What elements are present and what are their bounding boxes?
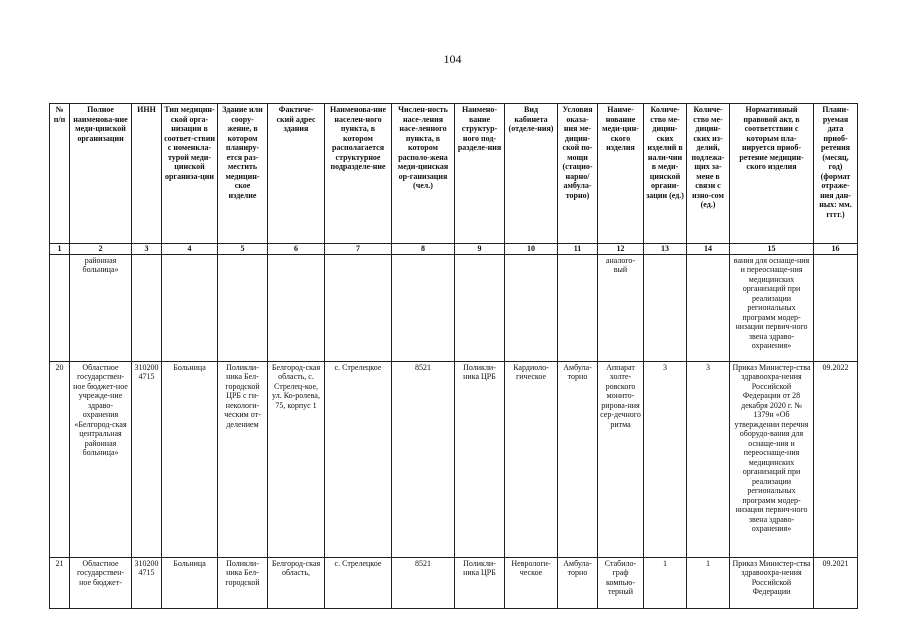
col-number: 4 <box>162 244 218 255</box>
table-cell: 09.2022 <box>814 361 858 557</box>
col-header-org-type: Тип медицин-ской орга-низации в соответ-ствии с номенкла-турой меди-цинской организа-ции <box>162 104 218 244</box>
col-number: 11 <box>558 244 598 255</box>
table-cell <box>268 254 325 361</box>
col-number: 5 <box>218 244 268 255</box>
table-cell: 8521 <box>392 557 455 608</box>
col-header-settlement: Наименова-ние населен-ного пункта, в котором располагается структурное подразделе-ние <box>325 104 392 244</box>
table-cell: Амбула-торно <box>558 557 598 608</box>
col-header-building: Здание или соору-жение, в котором планиру-ется раз-местить медицин-ское изделие <box>218 104 268 244</box>
col-number: 10 <box>505 244 558 255</box>
table-cell: Белгород-ская область, <box>268 557 325 608</box>
table-cell: 09.2021 <box>814 557 858 608</box>
table-cell <box>325 254 392 361</box>
col-header-population: Числен-ность насе-ления насе-ленного пункта, в котором располо-жена меди-цинская ор-ганизация (чел.) <box>392 104 455 244</box>
table-cell <box>218 254 268 361</box>
table-cell: районная больница» <box>70 254 132 361</box>
table-cell: Аппарат холте-ровского монито-рирова-ния сер-дечного ритма <box>598 361 644 557</box>
col-number: 7 <box>325 244 392 255</box>
table-cell: Приказ Министер-ства здравоохра-нения Российской Федерации от 28 декабря 2020 г. № 1379н «Об утверждении перечня оборудо-вания для оснаще-ния и переоснаще-ния медицинских организаций при реализации региональных программ модер-низации первич-ного звена здраво-охранения» <box>730 361 814 557</box>
table-cell <box>687 254 730 361</box>
table-cell: Амбула-торно <box>558 361 598 557</box>
page-number: 104 <box>443 52 462 66</box>
col-header-device-name: Наиме-нование меди-цин-ского изделия <box>598 104 644 244</box>
table-cell: Больница <box>162 361 218 557</box>
table-cell <box>505 254 558 361</box>
table-cell: Поликли-ника Бел-городской ЦРБ с ги-некологи-ческим от-делением <box>218 361 268 557</box>
col-number: 16 <box>814 244 858 255</box>
col-header-purchase-date: Плани-руемая дата приоб-ретения (месяц, год) (формат отраже-ния дан-ных: мм. гггг.) <box>814 104 858 244</box>
table-cell: 3 <box>644 361 687 557</box>
equipment-table <box>49 103 858 609</box>
col-header-org-name: Полное наименова-ние меди-цинской организации <box>70 104 132 244</box>
col-header-inn: ИНН <box>132 104 162 244</box>
col-header-legal-act: Нормативный правовой акт, в соответствии с которым пла-нируется приоб-ретение медицин-ского изделия <box>730 104 814 244</box>
table-cell <box>455 254 505 361</box>
col-header-qty-available: Количе-ство ме-дицин-ских изделий в нали-чии в меди-цинской органи-зации (ед.) <box>644 104 687 244</box>
col-header-department: Вид кабинета (отделе-ния) <box>505 104 558 244</box>
col-number: 2 <box>70 244 132 255</box>
table-cell: с. Стрелецкое <box>325 557 392 608</box>
table-cell: 3 <box>687 361 730 557</box>
table-cell <box>50 254 70 361</box>
table-cell <box>558 254 598 361</box>
table-cell: Областное государствен-ное бюджет- <box>70 557 132 608</box>
table-cell: с. Стрелецкое <box>325 361 392 557</box>
table-cell: Поликли-ника ЦРБ <box>455 557 505 608</box>
table-cell <box>392 254 455 361</box>
table-cell: Областное государствен-ное бюджет-ное учрежде-ние здраво-охранения «Белгород-ская центральная районная больница» <box>70 361 132 557</box>
table-cell <box>644 254 687 361</box>
col-number: 6 <box>268 244 325 255</box>
col-number: 9 <box>455 244 505 255</box>
table-cell <box>162 254 218 361</box>
col-header-number: № п/п <box>50 104 70 244</box>
table-cell: Поликли-ника Бел-городской <box>218 557 268 608</box>
table-cell: 310200 4715 <box>132 557 162 608</box>
table-cell: 1 <box>644 557 687 608</box>
table-cell: Кардиоло-гическое <box>505 361 558 557</box>
table-cell: Неврологи-ческое <box>505 557 558 608</box>
col-number: 3 <box>132 244 162 255</box>
table-cell: 20 <box>50 361 70 557</box>
table-cell: Приказ Министер-ства здравоохра-нения Российской Федерации <box>730 557 814 608</box>
table-cell: 8521 <box>392 361 455 557</box>
table-cell: вания для оснаще-ния и переоснаще-ния медицинских организаций при реализации региональных программ модер-низации первич-ного звена здраво-охранения» <box>730 254 814 361</box>
col-number: 15 <box>730 244 814 255</box>
table-cell: 1 <box>687 557 730 608</box>
table-cell: Больница <box>162 557 218 608</box>
col-header-address: Фактиче-ский адрес здания <box>268 104 325 244</box>
col-number: 12 <box>598 244 644 255</box>
col-number: 13 <box>644 244 687 255</box>
table-row <box>50 254 858 361</box>
header-row <box>50 104 858 244</box>
table-cell <box>132 254 162 361</box>
table-cell: Белгород-ская область, с. Стрелец-кое, ул. Ко-ролева, 75, корпус 1 <box>268 361 325 557</box>
column-number-row <box>50 244 858 255</box>
table-cell: Поликли-ника ЦРБ <box>455 361 505 557</box>
table-cell: аналого-вый <box>598 254 644 361</box>
col-number: 14 <box>687 244 730 255</box>
table-row <box>50 361 858 557</box>
table-cell: Стабило-граф компью-терный <box>598 557 644 608</box>
col-header-qty-replace: Количе-ство ме-дицин-ских из-делий, подлежа-щих за-мене в связи с изно-сом (ед.) <box>687 104 730 244</box>
col-header-care-conditions: Условия оказа-ния ме-дицин-ской по-мощи (стацио-нарно/ амбула-торно) <box>558 104 598 244</box>
table-row <box>50 557 858 608</box>
table-cell: 21 <box>50 557 70 608</box>
col-number: 8 <box>392 244 455 255</box>
col-header-subdivision: Наимено-вание структур-ного под-разделе-ния <box>455 104 505 244</box>
table-cell: 310200 4715 <box>132 361 162 557</box>
table-cell <box>814 254 858 361</box>
col-number: 1 <box>50 244 70 255</box>
